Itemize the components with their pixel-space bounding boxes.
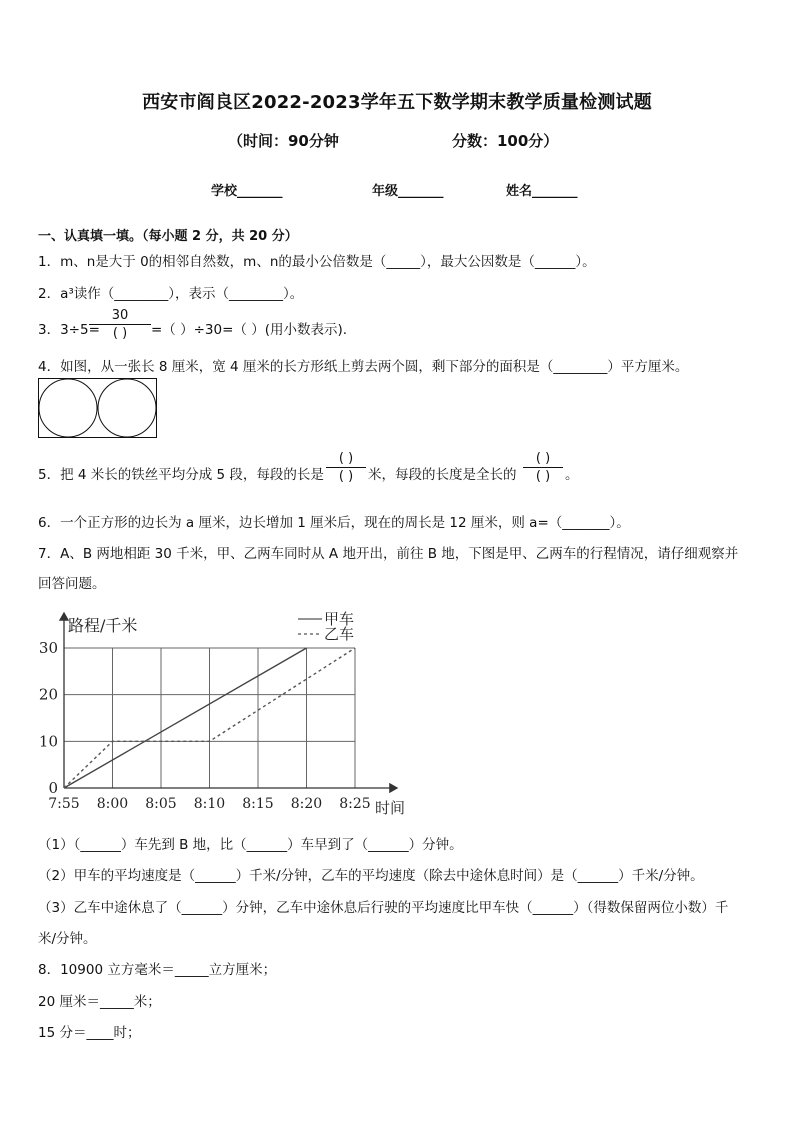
fraction-bar bbox=[89, 324, 151, 325]
fraction-numerator: 30 bbox=[111, 308, 129, 323]
y-tick-label: 10 bbox=[38, 732, 58, 751]
fraction-numerator: ( ) bbox=[338, 451, 354, 466]
page-title: 西安市阎良区2022-2023学年五下数学期末教学质量检测试题 bbox=[142, 92, 652, 113]
question-8-line-2: 20 厘米＝_____米； bbox=[38, 994, 161, 1010]
question-8-line-3: 15 分＝____时； bbox=[38, 1025, 141, 1041]
x-tick-label: 8:10 bbox=[193, 796, 226, 812]
y-tick-label: 0 bbox=[48, 779, 58, 797]
question-3-prefix: 3．3÷5= bbox=[38, 322, 100, 338]
series-line-1 bbox=[64, 648, 307, 788]
question-3-suffix: =（ ）÷30=（ ）(用小数表示). bbox=[151, 322, 348, 338]
question-8-line-1: 8．10900 立方毫米＝_____立方厘米； bbox=[38, 962, 277, 978]
travel-chart bbox=[30, 605, 430, 820]
exam-time: （时间：90分钟 bbox=[228, 132, 339, 150]
x-tick-label: 8:25 bbox=[339, 796, 371, 812]
question-5-part-c: 。 bbox=[565, 467, 579, 483]
question-1: 1．m、n是大于 0的相邻自然数，m、n的最小公倍数是（_____），最大公因数是（______）。 bbox=[38, 254, 596, 270]
x-tick-label: 8:00 bbox=[96, 796, 129, 812]
x-tick-label: 7:55 bbox=[48, 796, 80, 812]
fraction-denominator: ( ) bbox=[338, 469, 354, 484]
question-2: 2．a³读作（________），表示（________）。 bbox=[38, 286, 304, 302]
y-tick-label: 20 bbox=[38, 685, 58, 704]
question-7-line-1: 7．A、B 两地相距 30 千米，甲、乙两车同时从 A 地开出，前往 B 地，下图是甲、乙两车的行程情况，请仔细观察并 bbox=[38, 546, 739, 562]
fraction-denominator: ( ) bbox=[535, 469, 551, 484]
question-3-fraction bbox=[89, 308, 151, 341]
y-tick-label: 30 bbox=[38, 639, 58, 657]
rectangle-circles-figure bbox=[38, 378, 158, 440]
figure-circle-right bbox=[98, 379, 156, 437]
question-7-line-2: 回答问题。 bbox=[38, 576, 106, 592]
fraction-denominator: ( ) bbox=[112, 326, 128, 341]
question-5-fraction-2 bbox=[523, 451, 563, 484]
x-tick-label: 8:15 bbox=[242, 796, 274, 812]
fraction-bar bbox=[523, 467, 563, 468]
question-7-sub-2: （2）甲车的平均速度是（______）千米/分钟，乙车的平均速度（除去中途休息时间）是（______）千米/分钟。 bbox=[38, 868, 704, 884]
x-axis-label: 时间 bbox=[375, 799, 406, 817]
school-field: 学校_______ bbox=[211, 184, 283, 199]
question-7-sub-3-line-1: （3）乙车中途休息了（______）分钟，乙车中途休息后行驶的平均速度比甲车快（______）（得数保留两位小数）千 bbox=[38, 900, 729, 916]
exam-score: 分数：100分） bbox=[452, 132, 559, 150]
figure-circle-left bbox=[39, 379, 97, 437]
question-4: 4．如图，从一张长 8 厘米，宽 4 厘米的长方形纸上剪去两个圆，剩下部分的面积是（________）平方厘米。 bbox=[38, 359, 689, 375]
x-tick-label: 8:20 bbox=[290, 796, 323, 812]
section-heading: 一、认真填一填。（每小题 2 分，共 20 分） bbox=[38, 229, 298, 244]
question-5-fraction-1 bbox=[326, 451, 366, 484]
x-tick-label: 8:05 bbox=[145, 796, 177, 812]
legend-label-1: 甲车 bbox=[324, 610, 355, 628]
question-5-part-b: 米，每段的长度是全长的 bbox=[368, 467, 517, 483]
y-axis-label: 路程/千米 bbox=[68, 616, 138, 635]
fraction-bar bbox=[326, 467, 366, 468]
question-6: 6．一个正方形的边长为 a 厘米，边长增加 1 厘米后，现在的周长是 12 厘米，则 a=（_______）。 bbox=[38, 515, 630, 531]
question-5-part-a: 5．把 4 米长的铁丝平均分成 5 段，每段的长是 bbox=[38, 467, 324, 483]
question-7-sub-1: （1）（______）车先到 B 地，比（______）车早到了（______）分钟。 bbox=[38, 837, 463, 853]
question-7-sub-3-line-2: 米/分钟。 bbox=[38, 931, 97, 947]
fraction-numerator: ( ) bbox=[535, 451, 551, 466]
grade-field: 年级_______ bbox=[372, 184, 444, 199]
legend-label-2: 乙车 bbox=[324, 625, 355, 643]
name-field: 姓名_______ bbox=[506, 184, 578, 199]
